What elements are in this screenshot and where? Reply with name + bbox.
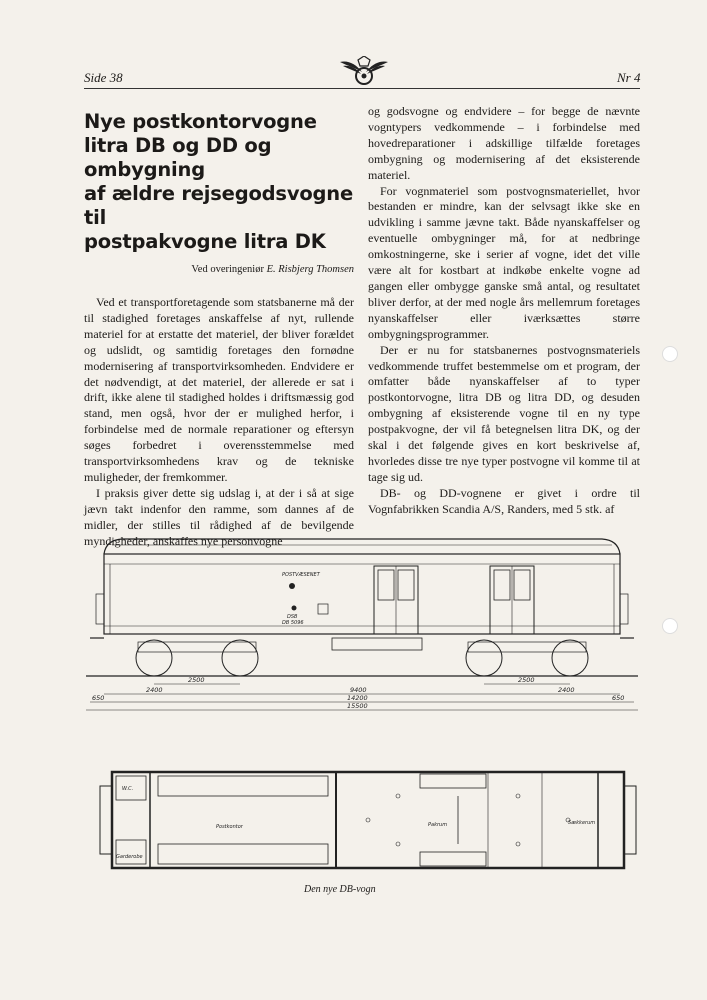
room-label-saekkerum: Sækkerum xyxy=(568,820,596,826)
floor-plan-drawing xyxy=(98,766,638,874)
car-lettering-number: DB 5096 xyxy=(282,620,304,626)
paragraph: For vognmateriel som postvognsmateriellet, hvor bestanden er mindre, kan der selvsagt ikke ske en udvikling i samme jævne takt. Både nyanskaffelser og eventuelle ombygninger må, for at nedbringe omkostningerne, ske i serier af vogne, idet det ville være alt for kostbart at indkøbe enkelte vogne ad gangen eller ombygge ganske små antal, og resultatet bliver derfor, at der med nogle års mellemrum foretages nyanskaffelser eller iværksættes større ombygningsprogrammer. xyxy=(368,183,640,341)
dim-total-length: 15500 xyxy=(347,702,368,710)
car-lettering-postvaesenet: POSTVÆSENET xyxy=(282,572,320,578)
issue-number: Nr 4 xyxy=(617,70,641,85)
dim-bogie-right: 2500 xyxy=(518,676,535,684)
byline xyxy=(84,264,354,275)
room-label-wc: W.C. xyxy=(122,786,134,792)
page-number: Side 38 xyxy=(84,70,123,85)
paragraph: DB- og DD-vognene er givet i ordre til Vognfabrikken Scandia A/S, Randers, med 5 stk. af xyxy=(368,485,640,516)
article-title xyxy=(84,110,354,254)
right-column xyxy=(368,104,640,518)
left-column xyxy=(84,110,354,550)
header-rule xyxy=(84,88,640,89)
title-line: postpakvogne litra DK xyxy=(84,230,326,253)
wheel xyxy=(466,640,502,676)
paragraph: og godsvogne og endvidere – for begge de nævnte vogntypers vedkommende – i forbindelse med hovedreparationer i adskillige tilfælde foretages ombygning og modernisering af det eksisterende materiel. xyxy=(368,104,640,182)
dim-center: 9400 xyxy=(350,686,367,694)
side-elevation-drawing xyxy=(82,534,642,714)
figure-caption: Den nye DB-vogn xyxy=(304,884,376,895)
car-body xyxy=(104,554,620,634)
letterbox xyxy=(318,604,328,614)
crown-emblem-icon xyxy=(292,606,297,611)
wheel xyxy=(136,640,172,676)
post-horn-icon xyxy=(289,583,295,589)
byline-author: E. Risbjerg Thomsen xyxy=(266,264,354,275)
room-label-pakrum: Pakrum xyxy=(428,822,448,828)
dim-end-right: 2400 xyxy=(558,686,575,694)
paragraph: Der er nu for statsbanernes postvognsmateriels vedkommende truffet bestemmelse om et program, der omfatter både nyanskaffelser af to typer postkontorvogne, litra DB og litra DD, og desuden ombygning af eksisterende vogne til en ny type postpakvogne, der vil få betegnelsen litra DK, og der skal i det følgende gives en kort beskrivelse af, hvorledes disse tre nye typer postvogne vil komme til at tage sig ud. xyxy=(368,342,640,484)
title-line: litra DB og DD og ombygning xyxy=(84,134,272,181)
dsb-winged-wheel-logo-icon xyxy=(338,56,390,90)
room-label-postkontor: Postkontor xyxy=(216,824,243,830)
car-lettering-class: DSB xyxy=(287,614,298,620)
wheel xyxy=(552,640,588,676)
dim-body-length: 14200 xyxy=(347,694,368,702)
dim-overhang-right: 650 xyxy=(612,694,625,702)
byline-prefix: Ved overingeniør xyxy=(191,264,264,275)
dim-overhang-left: 650 xyxy=(92,694,105,702)
punch-hole xyxy=(662,618,678,634)
dim-end-left: 2400 xyxy=(146,686,163,694)
car-outline xyxy=(112,772,624,868)
paragraph: I praksis giver dette sig udslag i, at der i så at sige jævn takt indenfor den ramme, som dannes af de midler, der stilles til rådighed af de bevilgende myndigheder, anskaffes nye personvogne xyxy=(84,485,354,548)
dim-bogie-left: 2500 xyxy=(188,676,205,684)
wheel xyxy=(222,640,258,676)
punch-hole xyxy=(662,346,678,362)
title-line: Nye postkontorvogne xyxy=(84,110,317,133)
paragraph: Ved et transportforetagende som statsbanerne må der til stadighed foretages anskaffelse af nyt, rullende materiel for at erstatte det materiel, der bliver forældet og udslidt, og samtidig foretages den fornødne modernisering af transportvirksomheden. Endvidere er det nødvendigt, at det materiel, der allerede er sat i drift, ikke alene til stadighed holdes i driftsmæssig god stand, men også, hvor der er mulighed herfor, i forbindelse med de normale reparationer og eftersyn søges forbedret i overensstemmelse med transportvirksomhedens krav og de tekniske muligheder, der fremkommer. xyxy=(84,295,354,484)
car-roof xyxy=(104,539,620,554)
room-label-garderobe: Garderobe xyxy=(116,854,143,860)
title-line: af ældre rejsegodsvogne til xyxy=(84,182,353,229)
